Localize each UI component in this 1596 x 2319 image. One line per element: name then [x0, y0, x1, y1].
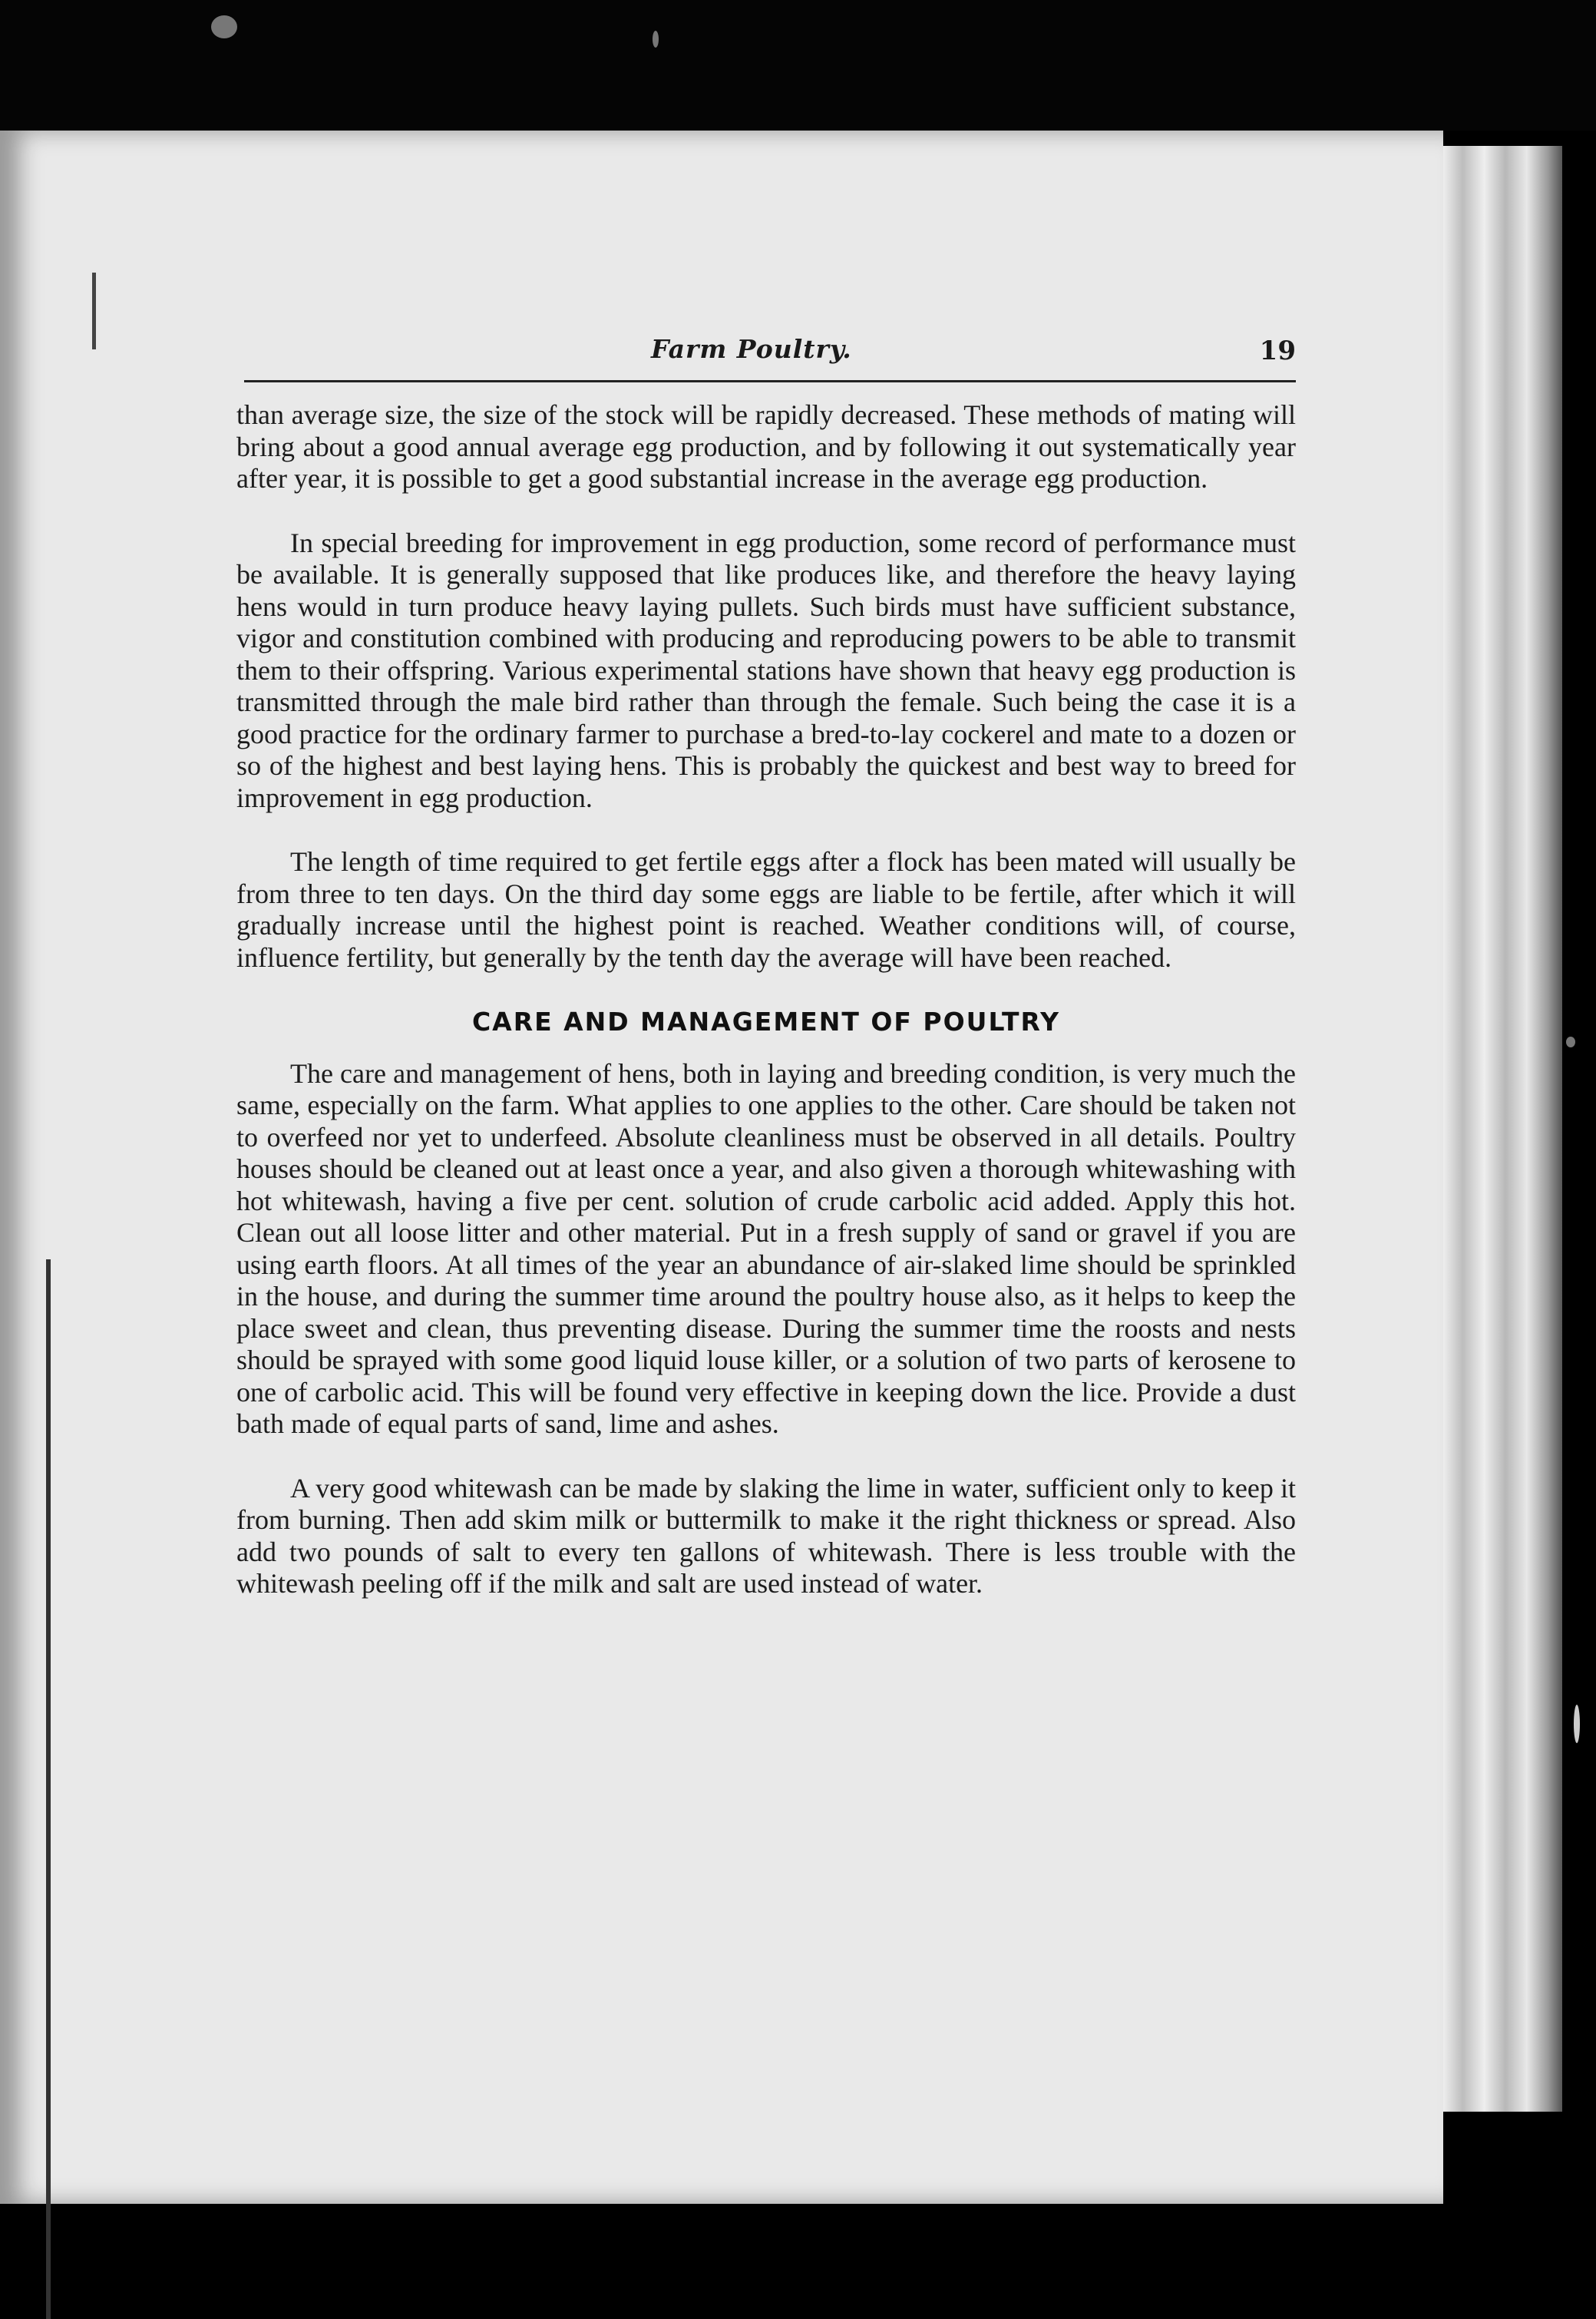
scan-speck — [1566, 1037, 1575, 1047]
binding-mark — [92, 273, 96, 349]
scan-speck — [211, 15, 237, 38]
paragraph-fertility: The length of time required to get fertile eggs after a flock has been mated will usually be from three to ten days. On the third day some eggs are liable to be fertile, after which it will gradually increase until the highest point is reached. Weather conditions will, of course, influence fertility, but generally by the tenth day the average will have been reached. — [236, 846, 1296, 973]
paragraph-continued: than average size, the size of the stock will be rapidly decreased. These methods of mating will bring about a good annual average egg production, and by following it out systematically year after year, it is possible to get a good substantial increase in the average egg production. — [236, 399, 1296, 494]
scan-speck — [653, 31, 659, 48]
page-number: 19 — [1259, 336, 1296, 366]
page-body — [236, 399, 1296, 1633]
running-title: Farm Poultry. — [651, 334, 852, 364]
paragraph-care: The care and management of hens, both in laying and breeding condition, is very much the same, especially on the farm. What applies to one applies to the other. Care should be taken not to overfeed nor yet to underfeed. Absolute cleanliness must be observed in all details. Poultry houses should be cleaned out at least once a year, and also given a thorough whitewashing with hot whitewash, having a five per cent. solution of crude carbolic acid added. Apply this hot. Clean out all loose litter and other material. Put in a fresh supply of sand or gravel if you are using earth floors. At all times of the year an abundance of air-slaked lime should be sprinkled in the house, and during the summer time around the poultry house also, as it helps to keep the place sweet and clean, thus preventing disease. During the summer time the roosts and nests should be sprayed with some good liquid louse killer, or a solution of two parts of kerosene to one of carbolic acid. This will be found very effective in keeping down the lice. Provide a dust bath made of equal parts of sand, lime and ashes. — [236, 1057, 1296, 1439]
scan-speck — [1574, 1705, 1580, 1743]
page-header — [244, 334, 1296, 382]
section-heading: CARE AND MANAGEMENT OF POULTRY — [471, 1007, 1061, 1037]
paragraph-breeding: In special breeding for improvement in egg production, some record of performance must be available. It is generally supposed that like produces like, and therefore the heavy laying hens would in turn produce heavy laying pullets. Such birds must have sufficient substance, vigor and constitution combined with producing and reproducing powers to be able to transmit them to their offspring. Various experimental stations have shown that heavy egg production is transmitted through the male bird rather than through the female. Such being the case it is a good practice for the ordinary farmer to purchase a bred-to-lay cockerel and mate to a dozen or so of the highest and best laying hens. This is probably the quickest and best way to breed for improvement in egg production. — [236, 527, 1296, 813]
binding-edge — [46, 1259, 51, 2319]
scan-background — [0, 0, 1596, 131]
paragraph-whitewash: A very good whitewash can be made by slaking the lime in water, sufficient only to keep it from burning. Then add skim milk or buttermilk to make it the right thickness or spread. Also add two pounds of salt to every ten gallons of whitewash. There is less trouble with the whitewash peeling off if the milk and salt are used instead of water. — [236, 1472, 1296, 1599]
